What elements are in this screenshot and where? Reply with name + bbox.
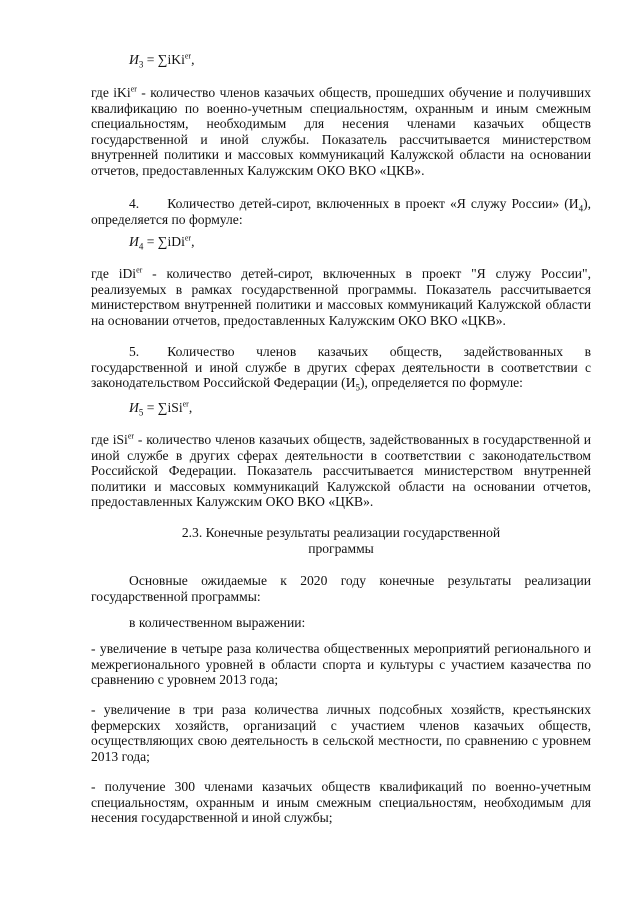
formula-i4 <box>129 234 194 250</box>
formula-symbol: И <box>129 400 139 415</box>
item-tail: ), определяется по формуле: <box>360 375 523 391</box>
item-4 <box>91 196 591 227</box>
variable-label: iDi <box>118 266 137 281</box>
list-item: - увеличение в четыре раза количества общественных мероприятий регионального и межрегионального уровней в области спорта и культуры с участием казачества по сравнению с уровнем 2013 года; <box>91 641 591 688</box>
intro-paragraph: Основные ожидаемые к 2020 году конечные результаты реализации государственной программы: <box>91 573 591 604</box>
variable-label: iKi <box>113 85 131 100</box>
section-heading <box>91 525 591 556</box>
item-text: Количество членов казачьих обществ, задействованных в государственной и иной службе в других сферах деятельности в соответствии с законодательством Российской Федерации (И <box>91 344 591 391</box>
paragraph-isi-definition <box>91 432 591 510</box>
formula-index: 3 <box>138 59 144 70</box>
formula-symbol: И <box>129 234 139 249</box>
variable-label: iSi <box>112 432 128 447</box>
list-item: - увеличение в три раза количества личных подсобных хозяйств, крестьянских фермерских хозяйств, организаций с участием членов казачьих обществ, осуществляющих свою деятельность в сельской местности, по сравнению с уровнем 2013 года; <box>91 702 591 764</box>
section-heading-line2: программы <box>308 540 374 556</box>
formula-i3 <box>129 52 194 68</box>
formula-i5 <box>129 400 192 416</box>
formula-index: 5 <box>138 407 144 418</box>
formula-sum: = ∑iSi <box>143 400 183 415</box>
item-number: 5. <box>129 344 140 359</box>
paragraph-idi-definition <box>91 266 591 328</box>
formula-tail: , <box>191 234 195 249</box>
item-5 <box>91 344 591 391</box>
formula-sum: = ∑iDi <box>143 234 185 249</box>
paragraph-iki-definition <box>91 85 591 179</box>
item-index: 5 <box>355 382 361 393</box>
prefix: где <box>91 85 114 100</box>
formula-tail: , <box>191 52 195 67</box>
paragraph-text: - количество членов казачьих обществ, прошедших обучение и получивших квалификацию по военно-учетным специальностям, охранным и иным смежным специальностям, необходимым для несения членами казачьих обществ государственной и иной службы. Показатель рассчитывается министерством внутренней политики и массовых коммуникаций Калужской области на основании отчетов, предоставленных Калужским ОКО ВКО «ЦКВ». <box>91 85 591 178</box>
list-item: - получение 300 членами казачьих обществ квалификаций по военно-учетным специальностям, охранным и иным смежным специальностям, необходимым для несения государственной и иной службы; <box>91 779 591 826</box>
variable-sup: er <box>127 431 135 441</box>
paragraph-text: - количество детей-сирот, включенных в проект "Я служу России", реализуемых в рамках государственной программы. Показатель рассчитывается министерством внутренней политики и массовых коммуникаций Калужской области на основании отчетов, предоставленных Калужским ОКО ВКО «ЦКВ». <box>91 266 591 328</box>
formula-sum: = ∑iKi <box>143 52 185 67</box>
prefix: где <box>91 266 119 281</box>
item-text: Количество детей-сирот, включенных в проект «Я служу России» (И <box>167 196 579 211</box>
formula-sup: er <box>182 399 189 409</box>
formula-sup: er <box>184 233 192 243</box>
item-index: 4 <box>578 203 584 214</box>
quantitative-heading: в количественном выражении: <box>129 615 306 630</box>
prefix: где <box>91 432 113 447</box>
formula-symbol: И <box>129 52 139 67</box>
variable-sup: er <box>136 265 143 275</box>
paragraph-text: - количество членов казачьих обществ, задействованных в государственной и иной службе в других сферах деятельности в соответствии с законодательством Российской Федерации. Показатель рассчитывается министерством внутренней политики и массовых коммуникаций Калужской области на основании отчетов, предоставленных Калужским ОКО ВКО «ЦКВ». <box>91 432 592 510</box>
item-tail: ), определяется по формуле: <box>91 196 591 227</box>
formula-index: 4 <box>138 241 144 252</box>
variable-sup: er <box>130 84 137 94</box>
formula-tail: , <box>188 400 193 415</box>
section-heading-line1: 2.3. Конечные результаты реализации государственной <box>181 525 501 540</box>
item-number: 4. <box>129 196 140 211</box>
formula-sup: er <box>184 51 192 61</box>
